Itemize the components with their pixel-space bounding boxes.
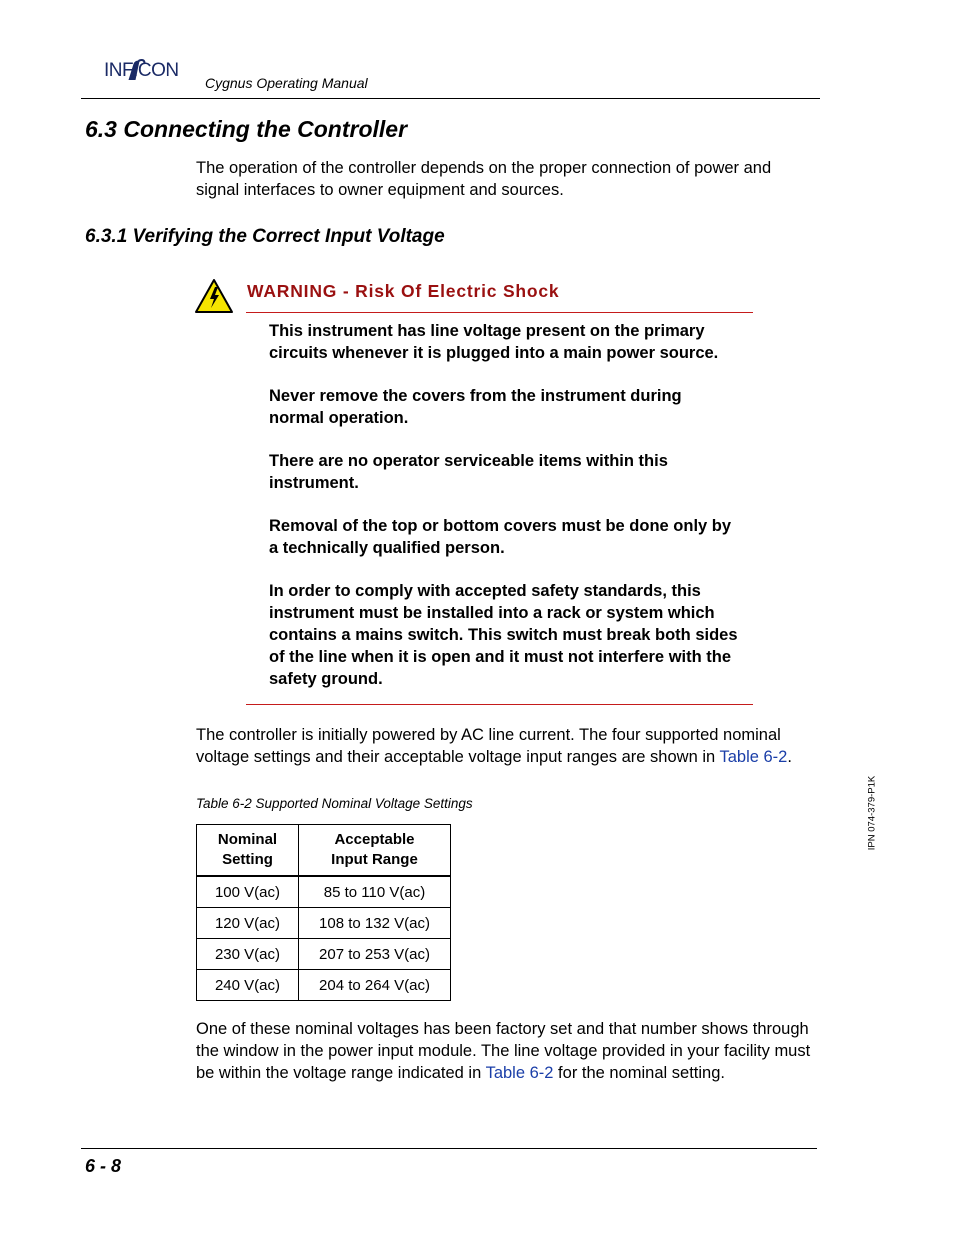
table-6-2-link[interactable]: Table 6-2 <box>485 1064 554 1082</box>
input-range-cell: 85 to 110 V(ac) <box>299 876 451 908</box>
electric-shock-warning-icon <box>194 278 234 314</box>
input-range-cell: 207 to 253 V(ac) <box>299 939 451 970</box>
input-range-cell: 108 to 132 V(ac) <box>299 908 451 939</box>
section-heading: 6.3 Connecting the Controller <box>85 116 408 142</box>
table-row <box>197 876 451 908</box>
warning-title: WARNING - Risk Of Electric Shock <box>247 281 560 301</box>
table-row <box>197 970 451 1001</box>
header-nominal-setting: Nominal Setting <box>197 825 299 877</box>
table-header-row <box>197 825 451 877</box>
warning-paragraph: Removal of the top or bottom covers must be done only by a technically qualified person. <box>269 517 732 557</box>
table-6-2-link[interactable]: Table 6-2 <box>719 748 788 766</box>
body-paragraph-2 <box>196 1018 811 1084</box>
warning-paragraph: Never remove the covers from the instrument during normal operation. <box>269 387 682 427</box>
body-text-end: . <box>787 748 792 766</box>
warning-bottom-rule <box>246 704 753 705</box>
manual-title: Cygnus Operating Manual <box>205 75 368 91</box>
nominal-setting-cell: 230 V(ac) <box>197 939 299 970</box>
subsection-heading: 6.3.1 Verifying the Correct Input Voltage <box>85 226 445 247</box>
voltage-table <box>196 824 451 1001</box>
table-row <box>197 908 451 939</box>
table-row <box>197 939 451 970</box>
intro-paragraph: The operation of the controller depends on the proper connection of power and signal interfaces to owner equipment and sources. <box>196 159 772 199</box>
body-text: The controller is initially powered by AC line current. The four supported nominal voltage settings and their acceptable voltage input ranges are shown in <box>196 726 781 766</box>
warning-paragraph: In order to comply with accepted safety standards, this instrument must be installed into a rack or system which contains a mains switch. This switch must break both sides of the line when it is open and it must not interfere with the safety ground. <box>269 582 738 688</box>
ipn-text: IPN 074-379-P1K <box>866 775 878 850</box>
header-rule <box>81 98 820 99</box>
page-number: 6 - 8 <box>85 1156 122 1176</box>
nominal-setting-cell: 120 V(ac) <box>197 908 299 939</box>
nominal-setting-cell: 240 V(ac) <box>197 970 299 1001</box>
body-text-end: for the nominal setting. <box>553 1064 725 1082</box>
logo-text: INFICON <box>104 60 179 81</box>
warning-paragraph: This instrument has line voltage present on the primary circuits whenever it is plugged into a main power source. <box>269 322 719 362</box>
footer-rule <box>81 1148 817 1149</box>
table-caption: Table 6-2 Supported Nominal Voltage Settings <box>196 796 473 811</box>
warning-body <box>269 320 739 711</box>
warning-paragraph: There are no operator serviceable items within this instrument. <box>269 452 668 492</box>
warning-top-rule <box>246 312 753 313</box>
input-range-cell: 204 to 264 V(ac) <box>299 970 451 1001</box>
header-acceptable-input-range: Acceptable Input Range <box>299 825 451 877</box>
nominal-setting-cell: 100 V(ac) <box>197 876 299 908</box>
body-text: One of these nominal voltages has been factory set and that number shows through the window in the power input module. The line voltage provided in your facility must be within the voltage range indicated in <box>196 1020 811 1082</box>
body-paragraph-1 <box>196 724 811 768</box>
ipn-side-label <box>862 775 882 850</box>
